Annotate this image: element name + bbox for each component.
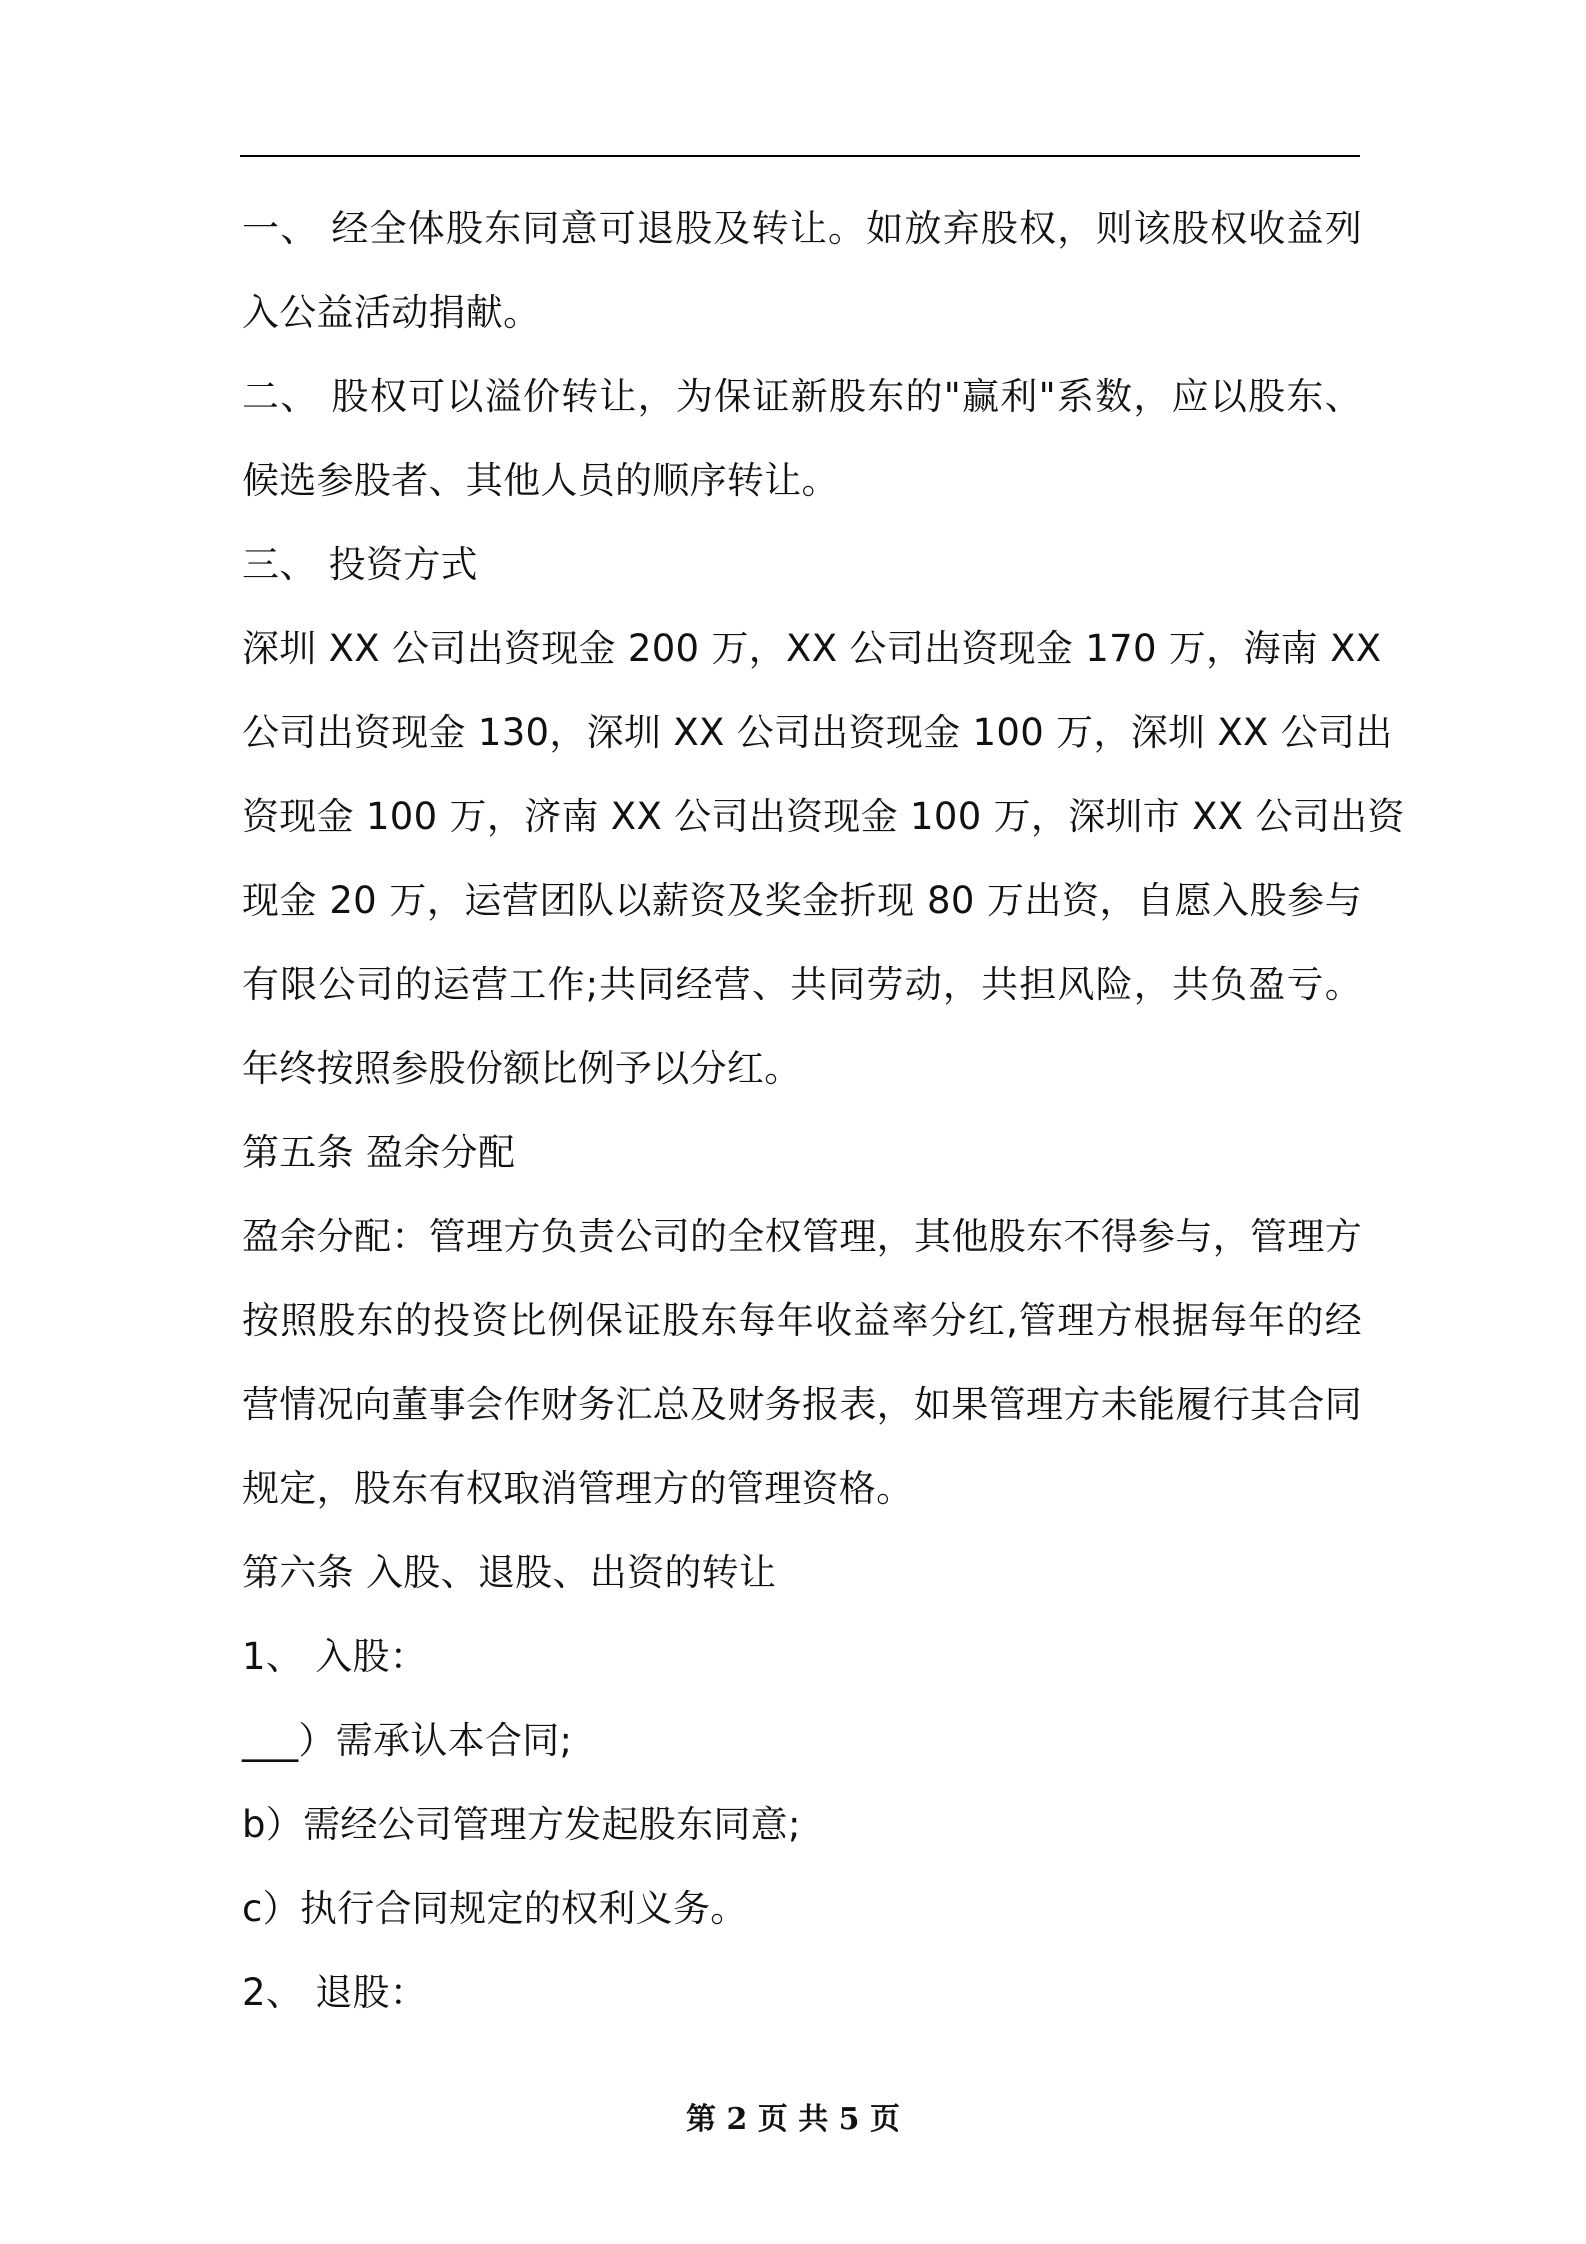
line-21: c）执行合同规定的权利义务。 bbox=[242, 1887, 748, 1930]
line-6: 深圳 XX 公司出资现金 200 万，XX 公司出资现金 170 万，海南 XX bbox=[242, 627, 1382, 670]
line-19: ___）需承认本合同; bbox=[242, 1719, 573, 1762]
header-rule bbox=[240, 155, 1360, 157]
line-20: b）需经公司管理方发起股东同意; bbox=[242, 1803, 801, 1846]
line-10: 有限公司的运营工作;共同经营、共同劳动，共担风险，共负盈亏。 bbox=[242, 963, 1362, 1006]
line-4: 候选参股者、其他人员的顺序转让。 bbox=[242, 459, 839, 502]
line-14: 按照股东的投资比例保证股东每年收益率分红,管理方根据每年的经 bbox=[242, 1299, 1362, 1342]
line-1: 一、 经全体股东同意可退股及转让。如放弃股权，则该股权收益列 bbox=[242, 207, 1362, 250]
line-3: 二、 股权可以溢价转让，为保证新股东的"赢利"系数，应以股东、 bbox=[242, 375, 1362, 418]
line-12-section-heading: 第五条 盈余分配 bbox=[242, 1131, 516, 1174]
line-9: 现金 20 万，运营团队以薪资及奖金折现 80 万出资，自愿入股参与 bbox=[242, 879, 1362, 922]
line-16: 规定，股东有权取消管理方的管理资格。 bbox=[242, 1467, 914, 1510]
line-18: 1、 入股： bbox=[242, 1635, 428, 1678]
line-2: 入公益活动捐献。 bbox=[242, 291, 541, 334]
line-8: 资现金 100 万，济南 XX 公司出资现金 100 万，深圳市 XX 公司出资 bbox=[242, 795, 1405, 838]
line-13: 盈余分配：管理方负责公司的全权管理，其他股东不得参与，管理方 bbox=[242, 1215, 1362, 1258]
page-number: 第 2 页 共 5 页 bbox=[686, 2102, 900, 2137]
line-15: 营情况向董事会作财务汇总及财务报表，如果管理方未能履行其合同 bbox=[242, 1383, 1362, 1426]
line-11: 年终按照参股份额比例予以分红。 bbox=[242, 1047, 802, 1090]
line-17-section-heading: 第六条 入股、退股、出资的转让 bbox=[242, 1551, 777, 1594]
line-22: 2、 退股： bbox=[242, 1971, 428, 2014]
line-5: 三、 投资方式 bbox=[242, 543, 478, 586]
line-7: 公司出资现金 130，深圳 XX 公司出资现金 100 万，深圳 XX 公司出 bbox=[242, 711, 1393, 754]
